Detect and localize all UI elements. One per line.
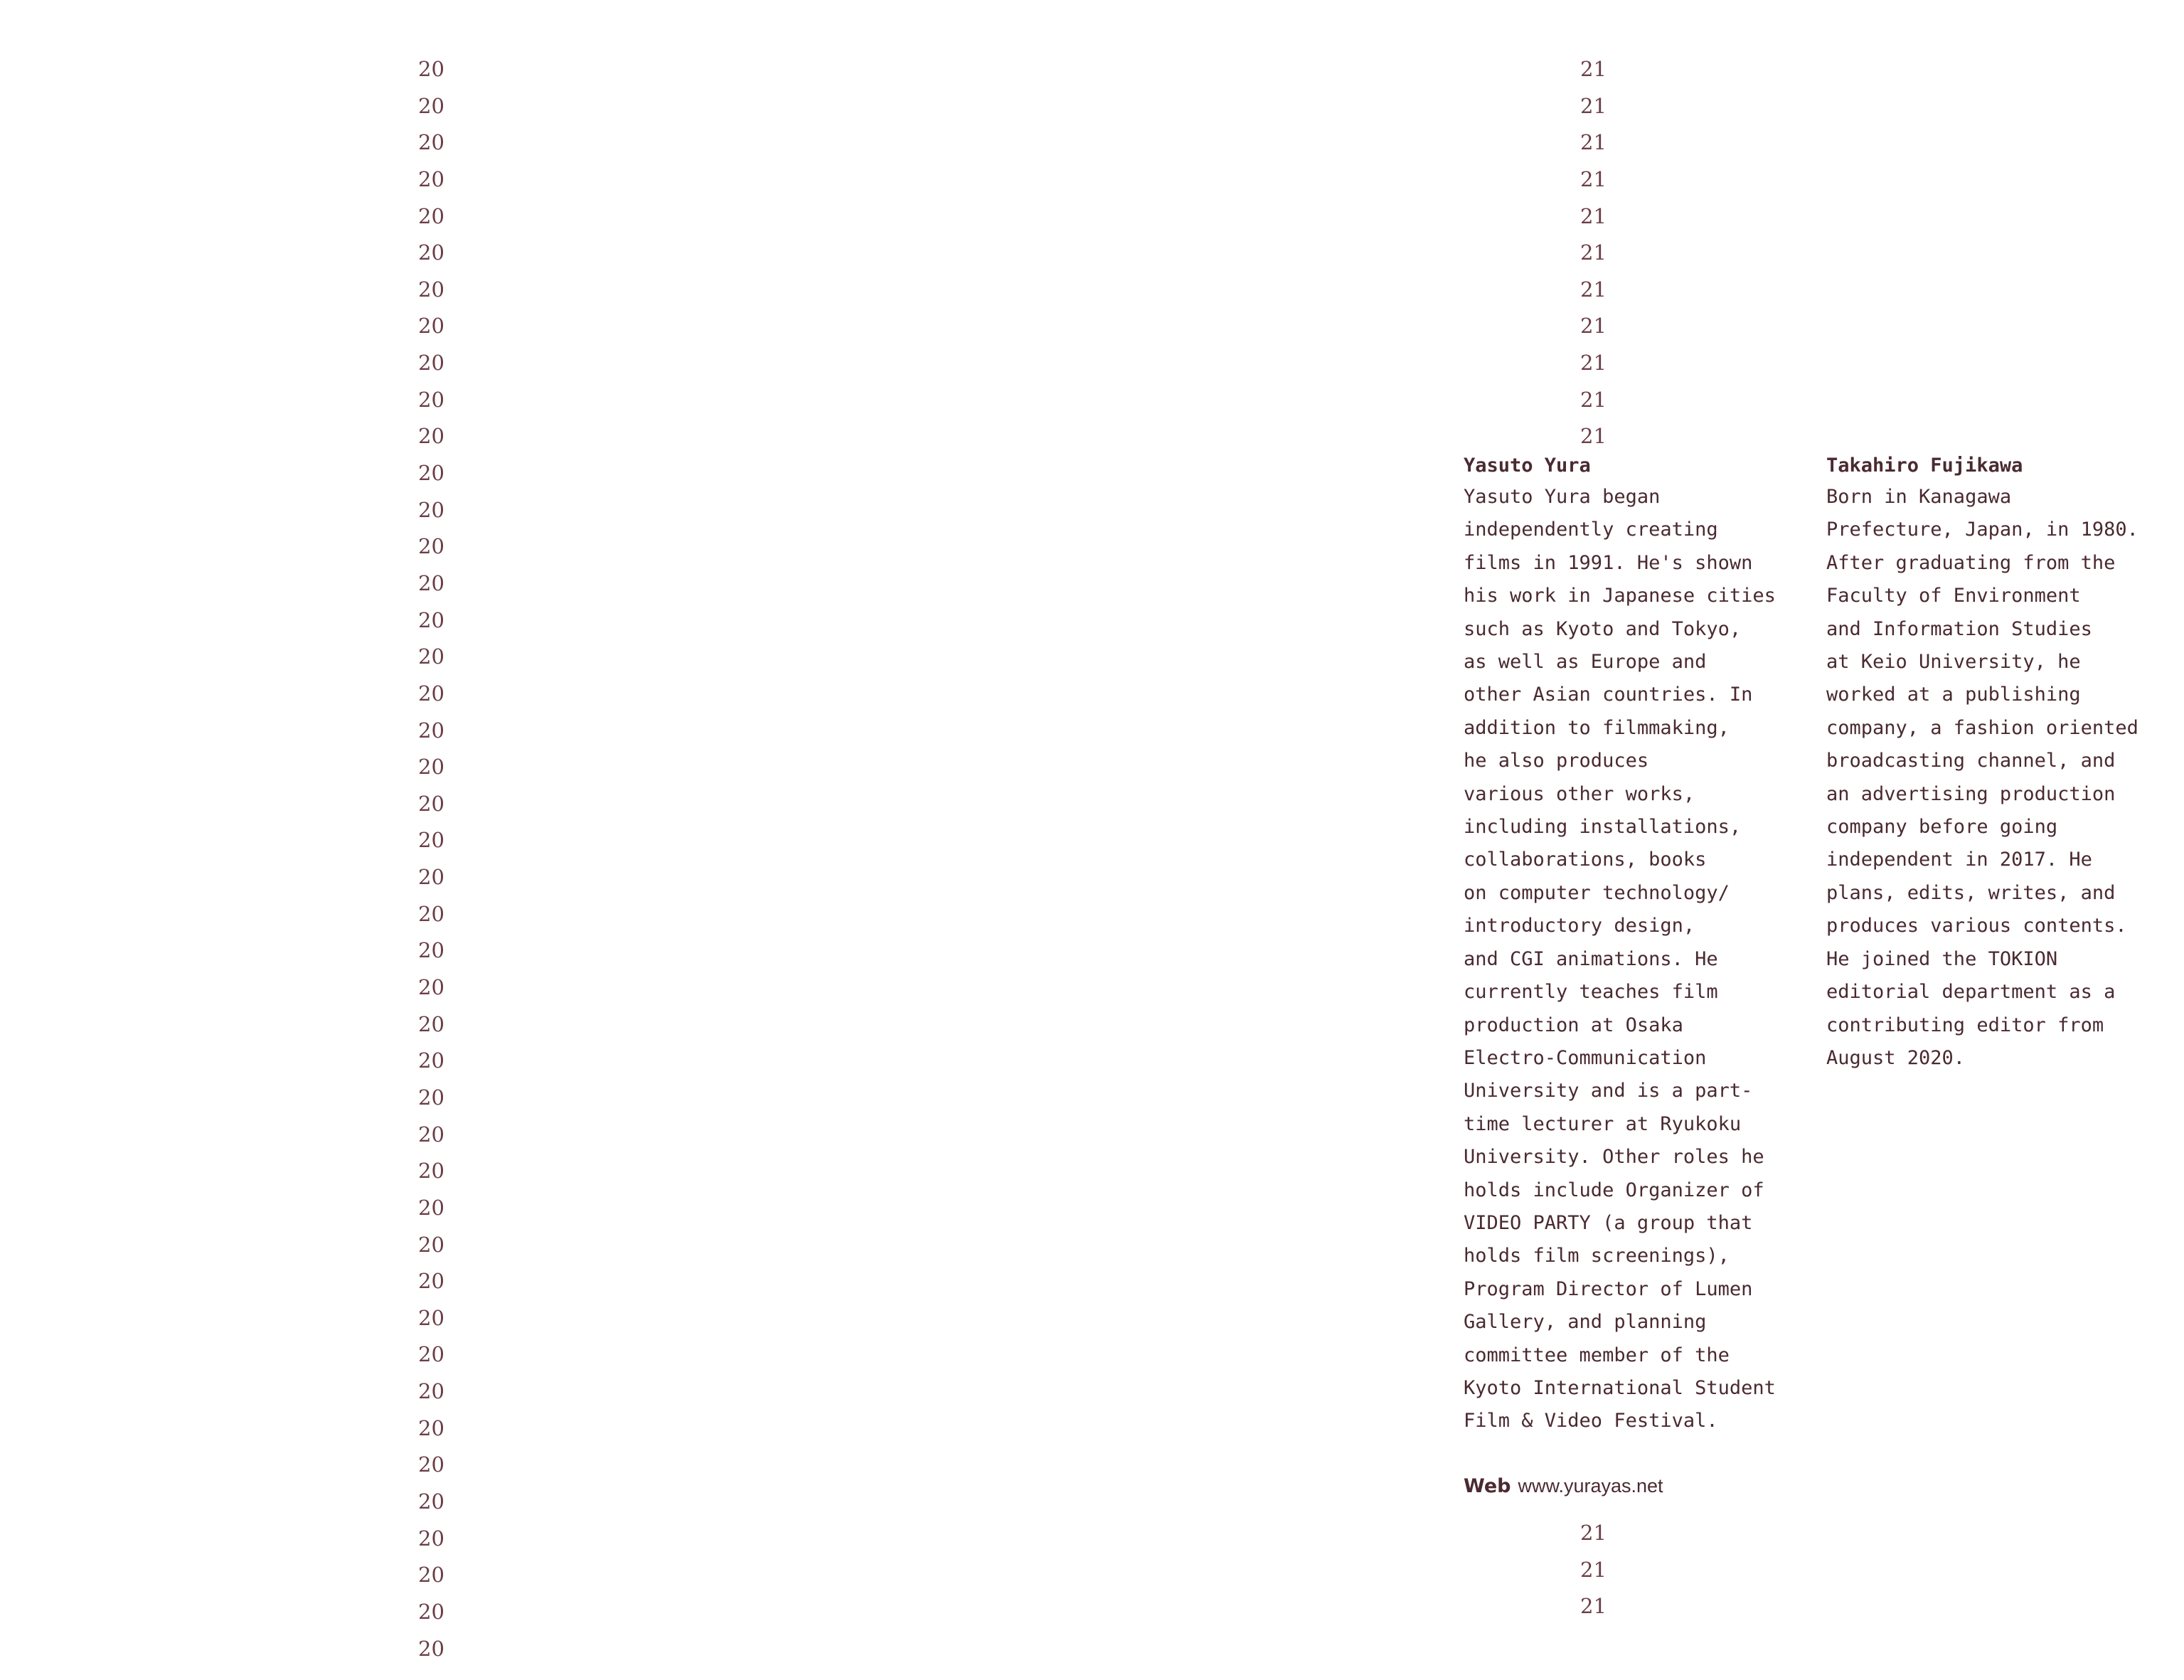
page-number-right: 21 <box>1580 424 1607 449</box>
bio-line: production at Osaka <box>1464 1014 1683 1036</box>
bio-line: currently teaches film <box>1464 981 1718 1004</box>
page-number-right: 21 <box>1580 166 1607 191</box>
bio-line: Film & Video Festival. <box>1464 1410 1718 1432</box>
left-page-number-column <box>418 51 444 1667</box>
bio-line: worked at a publishing <box>1826 684 2081 706</box>
bio-line: After graduating from the <box>1826 551 2116 574</box>
bio-line: company before going <box>1826 816 2058 839</box>
page-number-left: 20 <box>418 718 444 743</box>
page-number-left: 20 <box>418 607 444 632</box>
bio-line: He joined the TOKION <box>1826 947 2058 970</box>
page-number-left: 20 <box>418 1636 444 1661</box>
bio-yasuto-yura <box>1464 450 1819 1438</box>
bio-line: and Information Studies <box>1826 617 2092 640</box>
page-number-left: 20 <box>418 1452 444 1477</box>
bio-line: plans, edits, writes, and <box>1826 881 2116 904</box>
page-number-left: 20 <box>418 1489 444 1514</box>
page-number-left: 20 <box>418 93 444 118</box>
bio-line: editorial department as a <box>1826 981 2116 1004</box>
bio-line: University. Other roles he <box>1464 1146 1764 1169</box>
bio-line: his work in Japanese cities <box>1464 585 1776 607</box>
page-number-left: 20 <box>418 1563 444 1588</box>
page-number-left: 20 <box>418 497 444 522</box>
bio-line: VIDEO PARTY (a group that <box>1464 1211 1753 1234</box>
bio-line: collaborations, books <box>1464 849 1707 871</box>
bio-text <box>1826 481 2182 1075</box>
page-number-left: 20 <box>418 1305 444 1330</box>
page-number-right: 21 <box>1580 277 1607 302</box>
page-number-left: 20 <box>418 1342 444 1367</box>
page-number-left: 20 <box>418 1159 444 1184</box>
page-number-left: 20 <box>418 1526 444 1551</box>
page-number-left: 20 <box>418 240 444 265</box>
page-number-left: 20 <box>418 130 444 155</box>
page-number-left: 20 <box>418 277 444 302</box>
page-number-left: 20 <box>418 1048 444 1073</box>
page-number-left: 20 <box>418 1122 444 1147</box>
page-number-left: 20 <box>418 351 444 376</box>
page-number-left: 20 <box>418 387 444 412</box>
bio-line: Electro-Communication <box>1464 1046 1707 1069</box>
bio-line: he also produces <box>1464 750 1649 772</box>
bio-line: time lecturer at Ryukoku <box>1464 1112 1742 1135</box>
bio-line: August 2020. <box>1826 1046 1966 1069</box>
bio-line: independently creating <box>1464 519 1718 541</box>
page-number-left: 20 <box>418 975 444 1000</box>
bio-line: committee member of the <box>1464 1344 1730 1366</box>
bio-line: Kyoto International Student <box>1464 1376 1776 1399</box>
web-label: Web <box>1464 1475 1511 1497</box>
bio-name: Takahiro Fujikawa <box>1826 454 2023 477</box>
page-number-left: 20 <box>418 901 444 926</box>
page-number-left: 20 <box>418 57 444 81</box>
bio-line: such as Kyoto and Tokyo, <box>1464 617 1742 640</box>
page-number-right: 21 <box>1580 203 1607 228</box>
page-number-right: 21 <box>1580 387 1607 412</box>
page-number-right: 21 <box>1580 314 1607 339</box>
bio-line: as well as Europe and <box>1464 651 1707 674</box>
page-number-left: 20 <box>418 1195 444 1220</box>
page-number-right: 21 <box>1580 1557 1607 1582</box>
page-number-left: 20 <box>418 644 444 669</box>
bio-line: holds include Organizer of <box>1464 1179 1764 1201</box>
right-page-number-column-bottom <box>1580 1515 1607 1625</box>
page-number-left: 20 <box>418 314 444 339</box>
page-number-left: 20 <box>418 938 444 963</box>
page-number-right: 21 <box>1580 1521 1607 1545</box>
bio-line: Yasuto Yura began <box>1464 486 1661 508</box>
bio-line: Faculty of Environment <box>1826 585 2081 607</box>
bio-line: at Keio University, he <box>1826 651 2081 674</box>
page-number-right: 21 <box>1580 57 1607 81</box>
page-number-left: 20 <box>418 570 444 595</box>
page-number-left: 20 <box>418 1599 444 1624</box>
bio-line: Prefecture, Japan, in 1980. <box>1826 519 2138 541</box>
bio-line: addition to filmmaking, <box>1464 716 1730 739</box>
bio-name: Yasuto Yura <box>1464 454 1591 477</box>
page-number-left: 20 <box>418 1085 444 1110</box>
bio-line: including installations, <box>1464 816 1742 839</box>
page-number-right: 21 <box>1580 130 1607 155</box>
page-number-left: 20 <box>418 1415 444 1440</box>
page-number-right: 21 <box>1580 1594 1607 1619</box>
bio-line: an advertising production <box>1826 782 2116 805</box>
page-number-left: 20 <box>418 828 444 853</box>
bio-line: introductory design, <box>1464 915 1695 937</box>
bio-line: Program Director of Lumen <box>1464 1277 1753 1300</box>
page-number-left: 20 <box>418 755 444 780</box>
bio-line: other Asian countries. In <box>1464 684 1753 706</box>
page-number-right: 21 <box>1580 351 1607 376</box>
bio-line: contributing editor from <box>1826 1014 2104 1036</box>
bio-text <box>1464 481 1819 1438</box>
bio-takahiro-fujikawa <box>1826 450 2182 1075</box>
bio-line: company, a fashion oriented <box>1826 716 2138 739</box>
web-url-link[interactable]: www.yurayas.net <box>1518 1475 1663 1496</box>
bio-line: independent in 2017. He <box>1826 849 2092 871</box>
page-number-left: 20 <box>418 166 444 191</box>
page-number-left: 20 <box>418 1011 444 1036</box>
bio-line: holds film screenings), <box>1464 1245 1730 1267</box>
bio-line: University and is a part- <box>1464 1080 1753 1102</box>
page-number-left: 20 <box>418 681 444 706</box>
page-number-left: 20 <box>418 865 444 890</box>
page-number-left: 20 <box>418 1232 444 1257</box>
bio-line: films in 1991. He's shown <box>1464 551 1753 574</box>
page-number-left: 20 <box>418 461 444 486</box>
bio-line: various other works, <box>1464 782 1695 805</box>
page-number-left: 20 <box>418 203 444 228</box>
web-line <box>1464 1469 1663 1503</box>
page-number-right: 21 <box>1580 240 1607 265</box>
page-number-left: 20 <box>418 534 444 559</box>
bio-line: broadcasting channel, and <box>1826 750 2116 772</box>
bio-line: and CGI animations. He <box>1464 947 1718 970</box>
right-page-number-column-top <box>1580 51 1607 455</box>
bio-line: Gallery, and planning <box>1464 1311 1707 1334</box>
page-number-left: 20 <box>418 1269 444 1294</box>
bio-line: produces various contents. <box>1826 915 2127 937</box>
page-number-left: 20 <box>418 424 444 449</box>
page-number-left: 20 <box>418 791 444 816</box>
page-number-right: 21 <box>1580 93 1607 118</box>
bio-line: Born in Kanagawa <box>1826 486 2012 508</box>
bio-line: on computer technology/ <box>1464 881 1730 904</box>
page-number-left: 20 <box>418 1379 444 1404</box>
